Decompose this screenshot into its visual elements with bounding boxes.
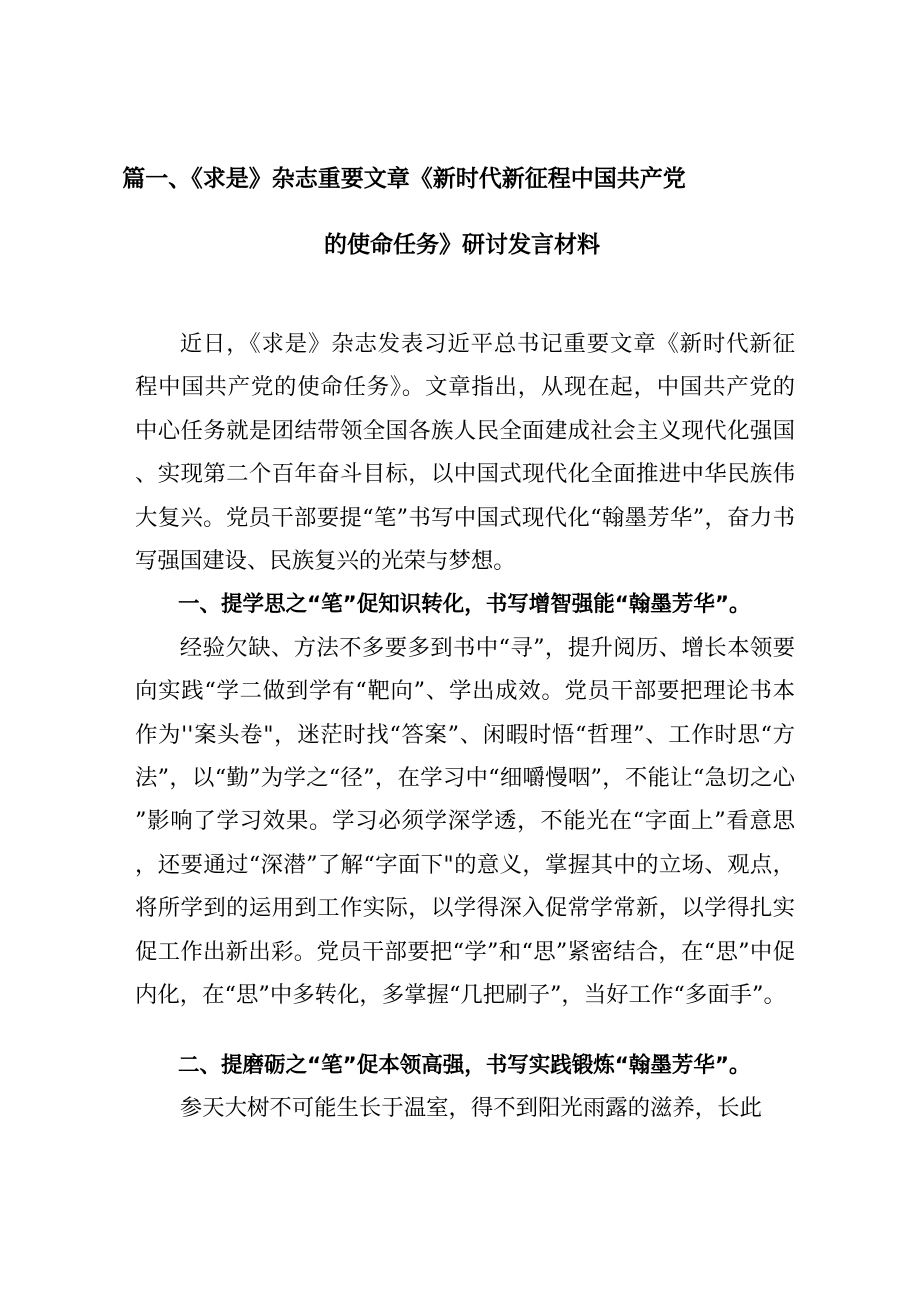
paragraph-spacer xyxy=(135,1018,795,1044)
paragraph-intro: 近日，《求是》杂志发表习近平总书记重要文章《新时代新征程中国共产党的使命任务》。文章指出，从现在起，中国共产党的中心任务就是团结带领全国各族人民全面建成社会主义现代化强国、实现第二个百年奋斗目标，以中国式现代化全面推进中华民族伟大复兴。党员干部要提“笔”书写中国式现代化“翰墨芳华”，奋力书写强国建设、民族复兴的光荣与梦想。 xyxy=(135,331,795,575)
document-title-line-1: 篇一、《求是》杂志重要文章《新时代新征程中国共产党 xyxy=(122,166,686,192)
section-heading-1: 一、提学思之“笔”促知识转化，书写增智强能“翰墨芳华”。 xyxy=(178,592,751,618)
paragraph-section-1: 经验欠缺、方法不多要多到书中“寻”，提升阅历、增长本领要向实践“学二做到学有“靶向”、学出成效。党员干部要把理论书本作为''案头卷"，迷茫时找“答案”、闲暇时悟“哲理”、工作时思“方法”，以“勤”为学之“径”，在学习中“细嚼慢咽”，不能让“急切之心”影响了学习效果。学习必须学深学透，不能光在“字面上”看意思，还要通过“深潜”了解“字面下"的意义，掌握其中的立场、观点，将所学到的运用到工作实际，以学得深入促常学常新，以学得扎实促工作出新出彩。党员干部要把“学”和“思”紧密结合，在“思”中促内化，在“思”中多转化，多掌握“几把刷子”，当好工作“多面手”。 xyxy=(135,634,795,1009)
section-heading-2: 二、提磨砺之“笔”促本领高强，书写实践锻炼“翰墨芳华”。 xyxy=(178,1052,751,1078)
paragraph-section-2: 参天大树不可能生长于温室，得不到阳光雨露的滋养，长此 xyxy=(179,1094,762,1121)
document-title-line-2: 的使命任务》研讨发言材料 xyxy=(324,232,600,258)
document-body xyxy=(135,323,795,1130)
